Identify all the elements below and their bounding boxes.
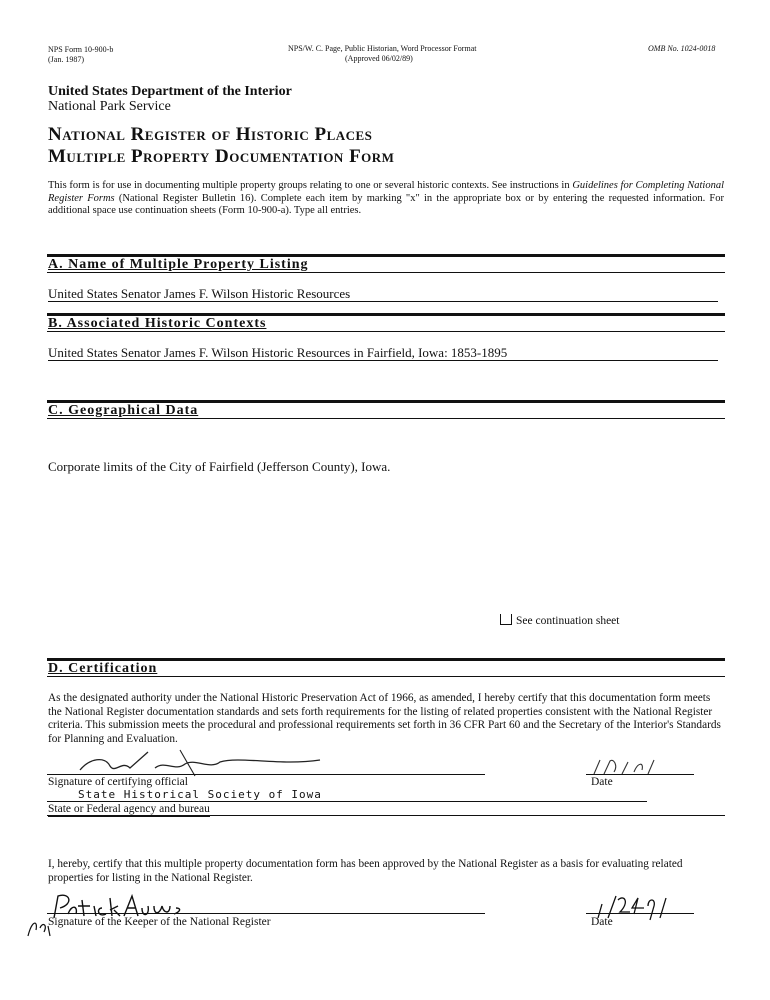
section-a-rule-bottom <box>47 272 725 273</box>
intro-part1: This form is for use in documenting multiple property groups relating to one or several historic contexts. See instructions in <box>48 180 573 191</box>
section-b-heading: B. Associated Historic Contexts <box>48 316 267 331</box>
department-name: United States Department of the Interior <box>48 84 292 99</box>
omb-number: OMB No. 1024-0018 <box>648 44 716 53</box>
keeper-signature <box>24 890 194 940</box>
section-a-heading: A. Name of Multiple Property Listing <box>48 257 309 272</box>
signature-label: Signature of certifying official <box>48 776 188 788</box>
keeper-date-label: Date <box>591 916 613 928</box>
section-d-heading: D. Certification <box>48 661 158 676</box>
agency-rule-long <box>47 815 725 816</box>
historic-contexts-value[interactable]: United States Senator James F. Wilson Historic Resources in Fairfield, Iowa: 1853-1895 <box>48 345 718 361</box>
intro-text <box>48 180 724 218</box>
section-b-rule-bottom <box>47 331 725 332</box>
intro-guidelines: Guidelines for Completing National Register Forms <box>48 180 724 204</box>
property-listing-name[interactable]: United States Senator James F. Wilson Historic Resources <box>48 286 718 302</box>
intro-part2: (National Register Bulletin 16). Complete each item by marking "x" in the appropriate box or by entering the requested information. For additional space use continuation sheets (Form 10-900-a). Type all entries. <box>48 192 724 216</box>
continuation-sheet-option[interactable] <box>500 614 619 628</box>
header-center-line2: (Approved 06/02/89) <box>345 54 413 63</box>
form-date: (Jan. 1987) <box>48 55 84 64</box>
signature-line <box>47 774 485 775</box>
continuation-label: See continuation sheet <box>516 615 620 627</box>
agency-line <box>47 801 647 802</box>
section-c-rule-bottom <box>47 418 725 419</box>
certification-statement: As the designated authority under the National Historic Preservation Act of 1966, as amended, I hereby certify that this documentation form meets the National Register documentation standards and sets forth requirements for the listing of related properties consistent with the National Register criteria. This submission meets the procedural and professional requirements set forth in 36 CFR Part 60 and the Secretary of the Interior's Standards for Planning and Evaluation. <box>48 692 721 745</box>
continuation-checkbox[interactable] <box>500 614 512 625</box>
keeper-statement: I, hereby, certify that this multiple property documentation form has been approved by the National Register as a basis for evaluating related properties for listing in the National Register. <box>48 858 683 884</box>
date-line <box>586 774 694 775</box>
section-c-heading: C. Geographical Data <box>48 403 199 418</box>
agency-bureau-value[interactable]: State Historical Society of Iowa <box>78 788 322 801</box>
service-name: National Park Service <box>48 99 171 114</box>
header-center-line1: NPS/W. C. Page, Public Historian, Word Processor Format <box>288 44 477 53</box>
keeper-signature-line <box>47 913 485 914</box>
section-d-rule-bottom <box>47 676 725 677</box>
keeper-signature-label: Signature of the Keeper of the National Register <box>48 916 271 928</box>
form-number: NPS Form 10-900-b <box>48 45 114 54</box>
form-title-line2: Multiple Property Documentation Form <box>48 146 395 167</box>
keeper-date-line <box>586 913 694 914</box>
geographical-data-value[interactable]: Corporate limits of the City of Fairfield (Jefferson County), Iowa. <box>48 459 391 474</box>
agency-bureau-label: State or Federal agency and bureau <box>48 803 210 815</box>
date-label: Date <box>591 776 613 788</box>
form-title-line1: National Register of Historic Places <box>48 124 373 145</box>
